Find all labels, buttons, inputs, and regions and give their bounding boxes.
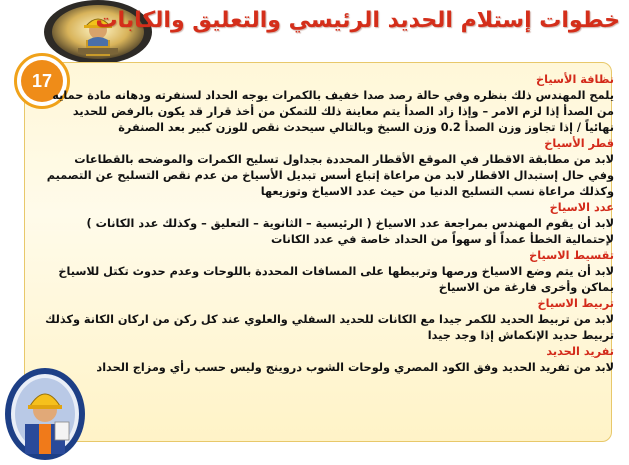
section-line: من الصدأ إذا لزم الامر – وإذا زاد الصدأ يتم معاينة ذلك للتمكن من أخذ قرار قد يكون بالرفض للحديد	[72, 105, 614, 118]
section-line: لابد من تربيط الحديد للكمر جيدا مع الكانات للحديد السفلي والعلوي عند كل ركن من اركان الكانة وكذلك	[45, 313, 614, 326]
content-body	[45, 72, 614, 376]
section-title: تقسيط الاسياخ	[529, 249, 614, 262]
section-tying	[45, 296, 614, 344]
section-line: تربيط حديد الإنكماش إذا وجد جيدا	[427, 329, 614, 342]
section-line: وفي حال إستبدال الاقطار لابد من مراعاة إتباع أسس تبديل الأسياخ من عدم نقص التسليح عن التصميم	[46, 169, 614, 182]
section-title: تفريد الحديد	[546, 345, 614, 358]
section-detailing	[88, 344, 614, 376]
section-line: لابد من مطابقة الاقطار في الموقع الأقطار المحددة بجداول تسليح الكمرات والموضحه بالقطاعات	[74, 153, 614, 166]
section-line: وكذلك مراعاة نسب التسليح الدنيا من حيث عدد الاسياخ وتوزيعها	[260, 185, 614, 198]
section-line: بماكن وأخرى فارغة من الاسياخ	[438, 281, 614, 294]
section-line: لابد أن يقوم المهندس بمراجعة عدد الاسياخ ( الرئيسية – الثانوية – التعليق – وكذلك عدد الكانات )	[86, 217, 614, 230]
section-title: نظافة الأسياخ	[535, 73, 614, 86]
page-title: خطوات إستلام الحديد الرئيسي والتعليق والكابات	[95, 8, 620, 33]
section-line: لإحتمالية الخطأ عمداً أو سهواً من الحداد خاصة في عدد الكانات	[270, 233, 614, 246]
section-line: نهائياً / إذا تجاوز وزن الصدأ 0.2 وزن السيخ وبالتالي سيحدث نقص للوزن كبير بعد الصنفرة	[118, 121, 614, 134]
slide-number: 17	[21, 60, 63, 102]
section-spacing	[58, 248, 614, 296]
section-title: قطر الأسياخ	[544, 137, 614, 150]
section-line: يلمح المهندس ذلك بنظره وفي حالة رصد صدا خفيف بالكمرات يوجه الحداد لسنفرته ودهانه مادة حمايه	[52, 89, 614, 102]
section-diameter	[46, 136, 614, 200]
section-count	[88, 200, 614, 248]
section-line: لابد أن يتم وضع الاسياخ ورصها وتربيطها على المسافات المحددة باللوحات وعدم حدوث تكتل للاسياخ	[58, 265, 614, 278]
section-title: عدد الاسياخ	[549, 201, 614, 214]
engineer-helmet-emblem-icon	[3, 362, 87, 462]
section-line: لابد من تفريد الحديد وفق الكود المصري ولوحات الشوب دروينج وليس حسب رأي ومزاج الحداد	[96, 361, 614, 374]
section-title: تربيط الاسياخ	[537, 297, 614, 310]
section-cleanliness	[52, 72, 614, 136]
